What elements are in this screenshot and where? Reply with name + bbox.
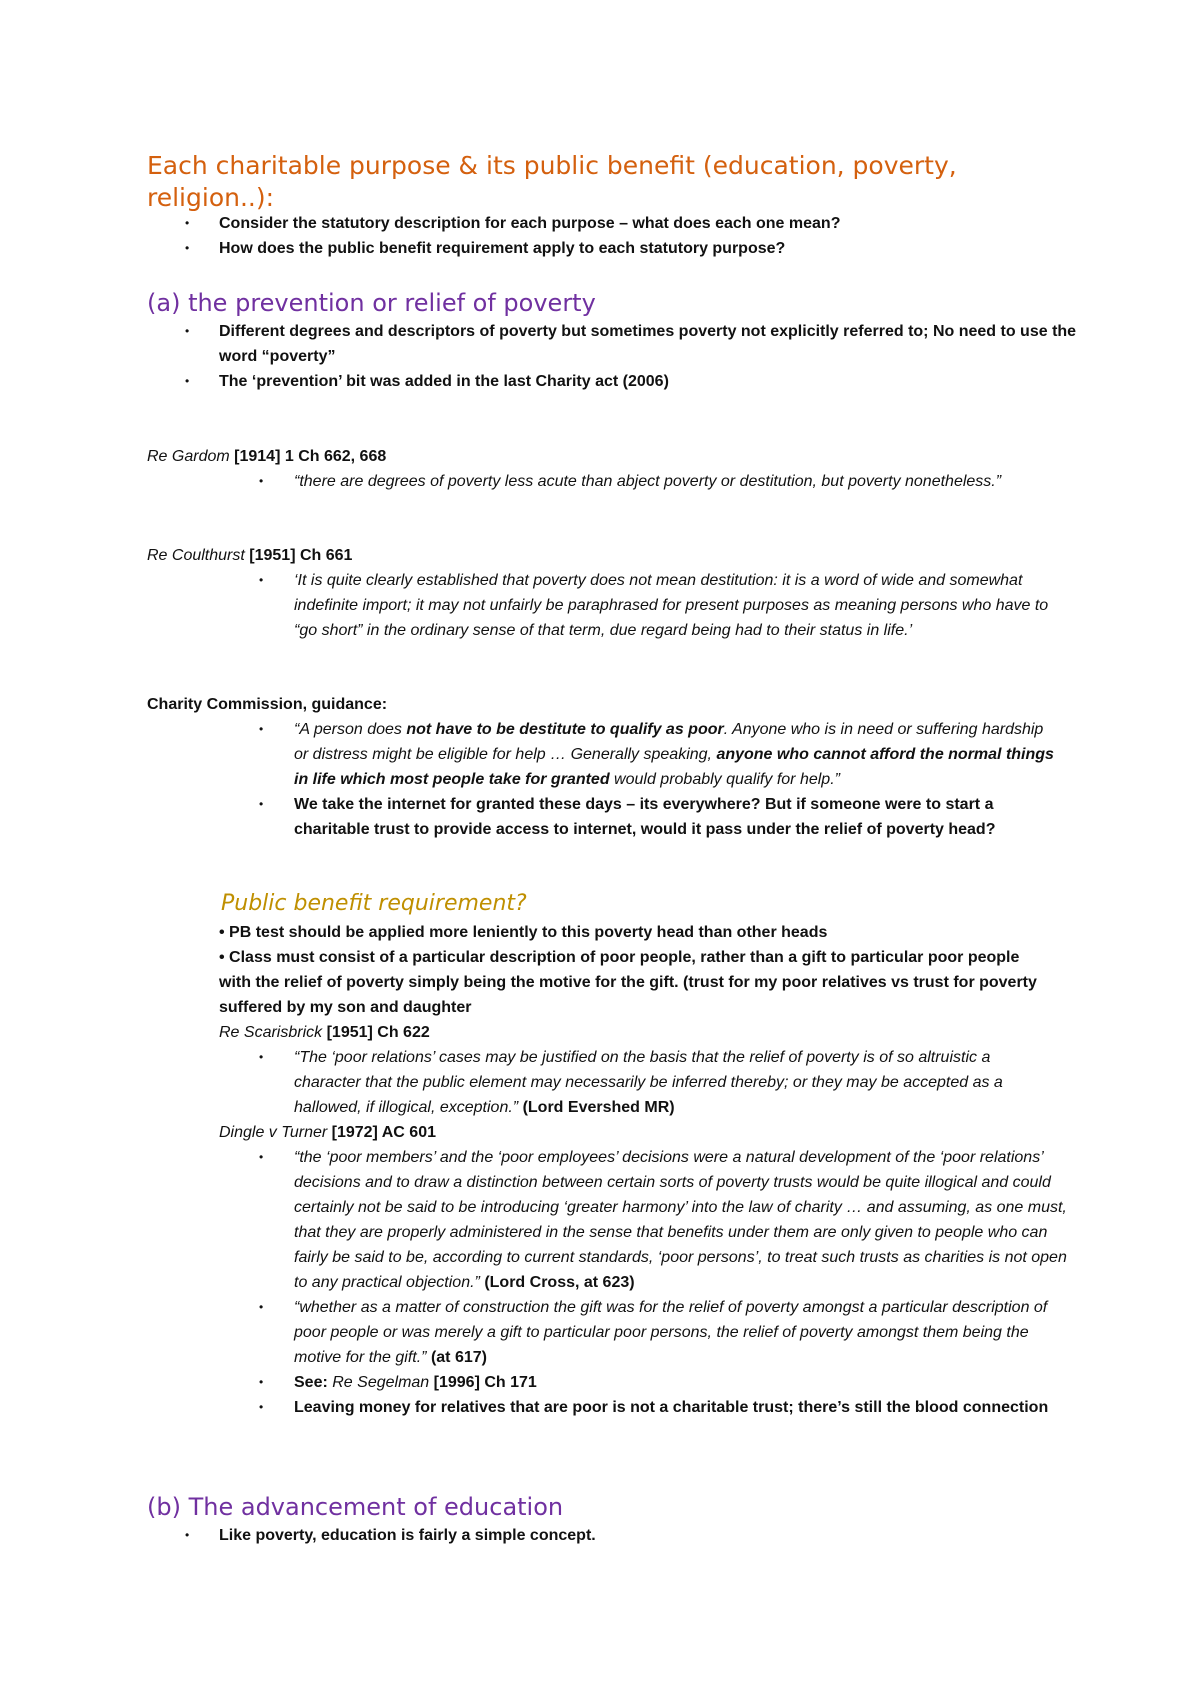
gardom-quote-list <box>294 469 1029 494</box>
case-name: Re Coulthurst <box>147 547 245 564</box>
case-citation: [1951] Ch 622 <box>322 1024 430 1041</box>
list-item: • Like poverty, education is fairly a simple concept. <box>219 1523 1089 1548</box>
public-benefit-heading: Public benefit requirement? <box>221 891 527 916</box>
case-citation: [1972] AC 601 <box>327 1124 436 1141</box>
section-a-heading: (a) the prevention or relief of poverty <box>147 289 596 317</box>
commission-quote: • “A person does not have to be destitute to qualify as poor. Anyone who is in need or suffering hardship or distress might be eligible for help … Generally speaking, anyone who cannot afford the normal things in life which most people take for granted would probably qualify for help.” <box>294 717 1054 792</box>
case-heading-coulthurst <box>147 543 352 568</box>
page-title: Each charitable purpose & its public benefit (education, poverty, religion..): <box>147 151 957 212</box>
case-heading-gardom <box>147 444 386 469</box>
case-name: Dingle v Turner <box>219 1124 328 1141</box>
section-b-heading: (b) The advancement of education <box>147 1493 564 1521</box>
case-name: Re Gardom <box>147 448 230 465</box>
case-citation: [1914] 1 Ch 662, 668 <box>229 448 387 465</box>
list-item: • Leaving money for relatives that are poor is not a charitable trust; there’s still the blood connection <box>294 1395 1069 1420</box>
quote-item: • “whether as a matter of construction the gift was for the relief of poverty amongst a particular description of poor people or was merely a gift to particular poor persons, the relief of poverty amongst them being the motive for the gift.” (at 617) <box>294 1295 1069 1370</box>
public-benefit-line-1: • PB test should be applied more leniently to this poverty head than other heads <box>219 924 828 941</box>
case-citation: [1951] Ch 661 <box>244 547 353 564</box>
case-heading-dingle <box>219 1120 436 1145</box>
quote-item: • ‘It is quite clearly established that poverty does not mean destitution: it is a word of wide and somewhat indefinite import; it may not unfairly be paraphrased for present purposes as meaning persons who have to “go short” in the ordinary sense of that term, due regard being had to their status in life.’ <box>294 568 1072 643</box>
public-benefit-line-2: • Class must consist of a particular description of poor people, rather than a gift to particular poor people with the relief of poverty simply being the motive for the gift. (trust for my poor relatives vs trust for poverty suffered by my son and daughter <box>219 949 1037 1016</box>
list-item: • How does the public benefit requirement apply to each statutory purpose? <box>219 236 1099 261</box>
intro-bullet-list <box>219 211 1099 261</box>
coulthurst-quote-list <box>294 568 1072 643</box>
quote-item: • “there are degrees of poverty less acute than abject poverty or destitution, but poverty nonetheless.” <box>294 469 1029 494</box>
list-item: • Different degrees and descriptors of poverty but sometimes poverty not explicitly referred to; No need to use the word “poverty” <box>219 319 1089 369</box>
section-b-bullet-list <box>219 1523 1089 1548</box>
section-a-bullet-list <box>219 319 1089 394</box>
see-also-item: • See: Re Segelman [1996] Ch 171 <box>294 1370 1069 1395</box>
commission-bullet-list <box>294 717 1054 842</box>
dingle-quote-list <box>294 1145 1069 1420</box>
list-item: • We take the internet for granted these days – its everywhere? But if someone were to start a charitable trust to provide access to internet, would it pass under the relief of poverty head? <box>294 792 1054 842</box>
list-item: • The ‘prevention’ bit was added in the last Charity act (2006) <box>219 369 1089 394</box>
case-heading-scarisbrick <box>219 1020 430 1045</box>
quote-item: • “The ‘poor relations’ cases may be justified on the basis that the relief of poverty is of so altruistic a character that the public element may necessarily be inferred thereby; or they may be accepted as a hallowed, if illogical, exception.” (Lord Evershed MR) <box>294 1045 1044 1120</box>
case-name: Re Scarisbrick <box>219 1024 323 1041</box>
quote-item: • “the ‘poor members’ and the ‘poor employees’ decisions were a natural development of the ‘poor relations’ decisions and to draw a distinction between certain sorts of poverty trusts would be quite illogical and could certainly not be said to be introducing ‘greater harmony’ into the law of charity … and assuming, as one must, that they are properly administered in the sense that benefits under them are only given to people who can fairly be said to be, according to current standards, ‘poor persons’, to treat such trusts as charities is not open to any practical objection.” (Lord Cross, at 623) <box>294 1145 1069 1295</box>
commission-heading: Charity Commission, guidance: <box>147 696 388 713</box>
list-item: • Consider the statutory description for each purpose – what does each one mean? <box>219 211 1099 236</box>
scarisbrick-quote-list <box>294 1045 1044 1120</box>
